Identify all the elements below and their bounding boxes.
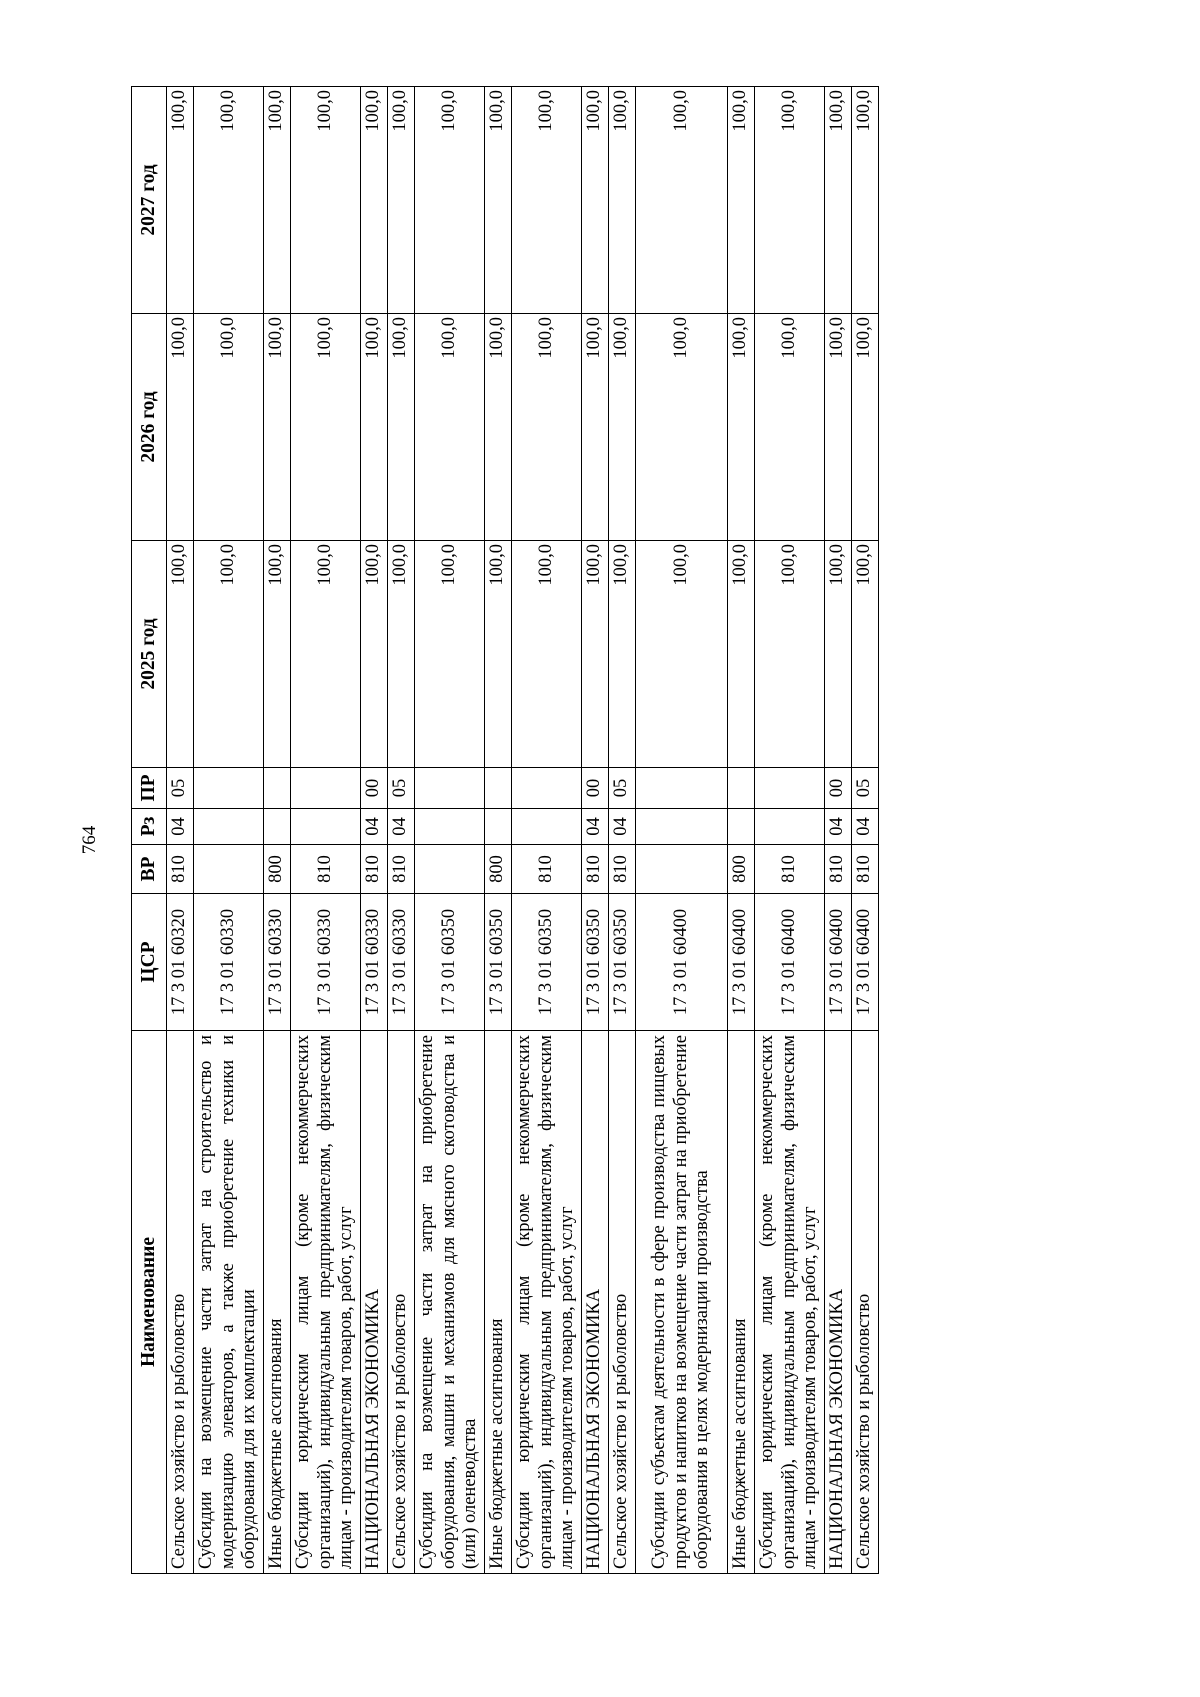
cell-csr: 17 3 01 60330 <box>264 894 291 1031</box>
cell-name: Иные бюджетные ассигнования <box>264 1031 291 1574</box>
cell-2027: 100,0 <box>485 87 512 314</box>
cell-2026: 100,0 <box>852 314 879 541</box>
cell-2027: 100,0 <box>728 87 755 314</box>
header-rz: Рз <box>132 809 167 845</box>
table-row <box>852 87 879 1574</box>
cell-2026: 100,0 <box>194 314 264 541</box>
cell-pr: 00 <box>361 768 388 809</box>
cell-csr: 17 3 01 60400 <box>636 894 728 1031</box>
cell-rz: 04 <box>582 809 609 845</box>
page-number: 764 <box>79 825 100 855</box>
cell-rz: 04 <box>852 809 879 845</box>
table-row <box>512 87 582 1574</box>
cell-vr: 810 <box>755 845 825 894</box>
cell-rz: 04 <box>167 809 194 845</box>
cell-vr: 810 <box>512 845 582 894</box>
cell-vr: 810 <box>582 845 609 894</box>
cell-2025: 100,0 <box>167 541 194 768</box>
table-row <box>609 87 636 1574</box>
cell-2025: 100,0 <box>609 541 636 768</box>
cell-2027: 100,0 <box>825 87 852 314</box>
cell-csr: 17 3 01 60350 <box>582 894 609 1031</box>
table-row <box>291 87 361 1574</box>
cell-name: Субсидии субъектам деятельности в сфере производства пищевых продуктов и напитков на возмещение части затрат на приобретение оборудования в целях модернизации производства <box>636 1031 728 1574</box>
cell-vr: 810 <box>609 845 636 894</box>
cell-csr: 17 3 01 60350 <box>609 894 636 1031</box>
cell-2025: 100,0 <box>264 541 291 768</box>
header-pr: ПР <box>132 768 167 809</box>
cell-2027: 100,0 <box>361 87 388 314</box>
table-row <box>167 87 194 1574</box>
cell-vr: 800 <box>264 845 291 894</box>
cell-2026: 100,0 <box>167 314 194 541</box>
cell-vr <box>636 845 728 894</box>
table-row <box>636 87 728 1574</box>
cell-vr <box>415 845 485 894</box>
cell-rz <box>264 809 291 845</box>
budget-table <box>131 86 879 1574</box>
cell-2025: 100,0 <box>291 541 361 768</box>
header-2026: 2026 год <box>132 314 167 541</box>
cell-csr: 17 3 01 60400 <box>755 894 825 1031</box>
cell-2027: 100,0 <box>512 87 582 314</box>
cell-vr: 810 <box>825 845 852 894</box>
cell-2025: 100,0 <box>636 541 728 768</box>
cell-name: Субсидии на возмещение части затрат на приобретение оборудования, машин и механизмов для мясного скотоводства и (или) оленеводства <box>415 1031 485 1574</box>
cell-name: Субсидии юридическим лицам (кроме некоммерческих организаций), индивидуальным предпринимателям, физическим лицам - производителям товаров, работ, услуг <box>755 1031 825 1574</box>
cell-rz <box>485 809 512 845</box>
cell-name: Сельское хозяйство и рыболовство <box>167 1031 194 1574</box>
cell-pr <box>728 768 755 809</box>
cell-vr: 800 <box>485 845 512 894</box>
cell-2027: 100,0 <box>388 87 415 314</box>
cell-vr: 810 <box>291 845 361 894</box>
cell-pr: 05 <box>388 768 415 809</box>
table-row <box>728 87 755 1574</box>
cell-name: НАЦИОНАЛЬНАЯ ЭКОНОМИКА <box>361 1031 388 1574</box>
cell-2027: 100,0 <box>609 87 636 314</box>
cell-rz: 04 <box>825 809 852 845</box>
cell-rz <box>728 809 755 845</box>
cell-rz <box>194 809 264 845</box>
cell-2026: 100,0 <box>825 314 852 541</box>
cell-pr <box>512 768 582 809</box>
cell-pr: 05 <box>852 768 879 809</box>
cell-pr: 00 <box>582 768 609 809</box>
cell-csr: 17 3 01 60400 <box>852 894 879 1031</box>
cell-2026: 100,0 <box>291 314 361 541</box>
header-vr: ВР <box>132 845 167 894</box>
cell-rz <box>636 809 728 845</box>
cell-rz: 04 <box>361 809 388 845</box>
cell-2026: 100,0 <box>728 314 755 541</box>
budget-table-container <box>131 87 993 1574</box>
cell-pr <box>485 768 512 809</box>
cell-pr: 00 <box>825 768 852 809</box>
header-2027: 2027 год <box>132 87 167 314</box>
cell-2025: 100,0 <box>388 541 415 768</box>
cell-rz <box>415 809 485 845</box>
cell-rz: 04 <box>609 809 636 845</box>
cell-pr <box>415 768 485 809</box>
cell-2026: 100,0 <box>485 314 512 541</box>
cell-vr: 810 <box>852 845 879 894</box>
cell-csr: 17 3 01 60350 <box>485 894 512 1031</box>
cell-2027: 100,0 <box>852 87 879 314</box>
table-row <box>264 87 291 1574</box>
table-row <box>361 87 388 1574</box>
cell-csr: 17 3 01 60350 <box>415 894 485 1031</box>
cell-csr: 17 3 01 60330 <box>194 894 264 1031</box>
cell-2027: 100,0 <box>636 87 728 314</box>
cell-name: Субсидии юридическим лицам (кроме некоммерческих организаций), индивидуальным предпринимателям, физическим лицам - производителям товаров, работ, услуг <box>512 1031 582 1574</box>
table-row <box>582 87 609 1574</box>
cell-2026: 100,0 <box>264 314 291 541</box>
cell-2026: 100,0 <box>636 314 728 541</box>
cell-name: Сельское хозяйство и рыболовство <box>852 1031 879 1574</box>
cell-2027: 100,0 <box>264 87 291 314</box>
table-row <box>194 87 264 1574</box>
cell-2025: 100,0 <box>485 541 512 768</box>
cell-name: Иные бюджетные ассигнования <box>485 1031 512 1574</box>
table-row <box>755 87 825 1574</box>
cell-2025: 100,0 <box>582 541 609 768</box>
cell-rz <box>291 809 361 845</box>
header-2025: 2025 год <box>132 541 167 768</box>
cell-2027: 100,0 <box>582 87 609 314</box>
cell-2026: 100,0 <box>512 314 582 541</box>
cell-name: Субсидии на возмещение части затрат на строительство и модернизацию элеваторов, а также приобретение техники и оборудования для их комплектации <box>194 1031 264 1574</box>
cell-name: Субсидии юридическим лицам (кроме некоммерческих организаций), индивидуальным предпринимателям, физическим лицам - производителям товаров, работ, услуг <box>291 1031 361 1574</box>
cell-vr: 810 <box>388 845 415 894</box>
cell-2025: 100,0 <box>415 541 485 768</box>
cell-2026: 100,0 <box>582 314 609 541</box>
cell-2027: 100,0 <box>194 87 264 314</box>
cell-2027: 100,0 <box>291 87 361 314</box>
cell-pr <box>636 768 728 809</box>
cell-2026: 100,0 <box>388 314 415 541</box>
cell-rz <box>512 809 582 845</box>
cell-vr: 800 <box>728 845 755 894</box>
cell-vr: 810 <box>361 845 388 894</box>
cell-pr: 05 <box>609 768 636 809</box>
cell-2027: 100,0 <box>755 87 825 314</box>
cell-2026: 100,0 <box>755 314 825 541</box>
cell-2025: 100,0 <box>194 541 264 768</box>
cell-2025: 100,0 <box>512 541 582 768</box>
cell-name: Иные бюджетные ассигнования <box>728 1031 755 1574</box>
cell-name: Сельское хозяйство и рыболовство <box>609 1031 636 1574</box>
table-row <box>485 87 512 1574</box>
cell-csr: 17 3 01 60330 <box>361 894 388 1031</box>
header-csr: ЦСР <box>132 894 167 1031</box>
cell-2025: 100,0 <box>361 541 388 768</box>
cell-csr: 17 3 01 60320 <box>167 894 194 1031</box>
cell-pr <box>194 768 264 809</box>
cell-csr: 17 3 01 60330 <box>291 894 361 1031</box>
table-row <box>388 87 415 1574</box>
cell-pr: 05 <box>167 768 194 809</box>
cell-2025: 100,0 <box>728 541 755 768</box>
cell-2027: 100,0 <box>167 87 194 314</box>
cell-rz <box>755 809 825 845</box>
cell-name: Сельское хозяйство и рыболовство <box>388 1031 415 1574</box>
cell-rz: 04 <box>388 809 415 845</box>
cell-csr: 17 3 01 60400 <box>728 894 755 1031</box>
cell-vr <box>194 845 264 894</box>
cell-csr: 17 3 01 60330 <box>388 894 415 1031</box>
cell-2027: 100,0 <box>415 87 485 314</box>
cell-2025: 100,0 <box>755 541 825 768</box>
cell-2025: 100,0 <box>852 541 879 768</box>
table-row <box>825 87 852 1574</box>
cell-2026: 100,0 <box>415 314 485 541</box>
cell-2026: 100,0 <box>361 314 388 541</box>
cell-pr <box>291 768 361 809</box>
cell-csr: 17 3 01 60350 <box>512 894 582 1031</box>
cell-pr <box>264 768 291 809</box>
cell-name: НАЦИОНАЛЬНАЯ ЭКОНОМИКА <box>582 1031 609 1574</box>
cell-2026: 100,0 <box>609 314 636 541</box>
cell-name: НАЦИОНАЛЬНАЯ ЭКОНОМИКА <box>825 1031 852 1574</box>
cell-csr: 17 3 01 60400 <box>825 894 852 1031</box>
cell-vr: 810 <box>167 845 194 894</box>
header-name: Наименование <box>132 1031 167 1574</box>
cell-2025: 100,0 <box>825 541 852 768</box>
table-row <box>415 87 485 1574</box>
table-header-row <box>132 87 167 1574</box>
cell-pr <box>755 768 825 809</box>
